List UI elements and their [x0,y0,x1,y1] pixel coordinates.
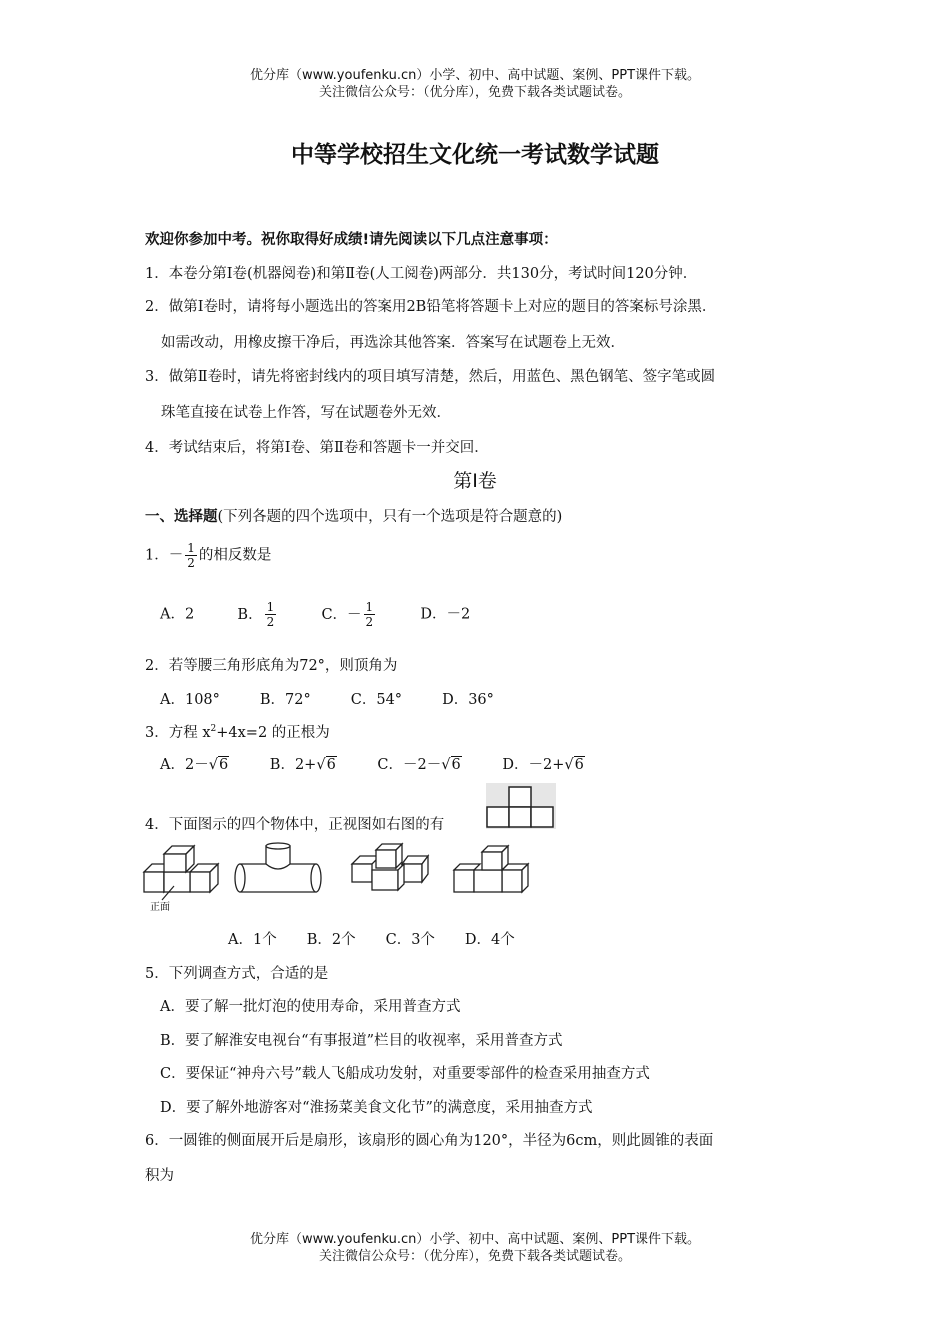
q3-b-label: B．2+ [269,757,317,773]
q1-option-d: D．－2 [420,606,471,623]
front-view-left-square [487,807,509,827]
q1-frac-den: 2 [187,556,195,570]
page-footer [0,1231,950,1265]
q5-option-a: A．要了解一批灯泡的使用寿命，采用普查方式 [160,999,461,1015]
q3-b-sqrt: √6 [316,757,336,773]
footer-line-1: 优分库（www.youfenku.cn）小学、初中、高中试题、案例、PPT课件下载。 [249,1232,701,1247]
q4-option-b: B．2个 [306,932,356,948]
welcome-text: 欢迎你参加中考。祝你取得好成绩!请先阅读以下几点注意事项： [145,232,558,248]
front-view-mid-square [509,807,531,827]
q1-b-num: 1 [266,600,275,614]
q3-a-label: A．2－ [160,757,209,773]
note-3-cont: 珠笔直接在试卷上作答，写在试题卷外无效． [161,405,451,421]
q5-option-d: D．要了解外地游客对“淮扬菜美食文化节”的满意度，采用抽查方式 [160,1100,593,1116]
q3-option-b [270,757,337,773]
header-line-2: 关注微信公众号：（优分库），免费下载各类试题试卷。 [318,85,631,100]
q3-options [160,753,585,774]
question-2: 2．若等腰三角形底角为72°，则顶角为 [145,658,398,674]
q1-option-c-label: C．－ [321,606,362,623]
note-2: 2．做第Ⅰ卷时，请将每小题选出的答案用2B铅笔将答题卡上对应的题目的答案标号涂黑． [145,299,717,315]
page-header [0,67,950,101]
front-view-top-square [509,787,531,807]
q3-a-sqrt: √6 [208,757,229,773]
section-1-desc: (下列各题的四个选项中，只有一个选项是符合题意的) [217,509,563,525]
q4-options [228,928,515,949]
q1-frac-num: 1 [187,541,195,555]
solid-2-figure [234,842,326,900]
q1-text: 的相反数是 [198,547,272,564]
q1-sign: － [168,547,184,564]
question-3 [145,721,330,742]
q1-number: 1． [145,547,169,564]
q3-superscript: 2 [210,724,217,735]
q3-option-d [502,757,585,773]
q5-option-b: B．要了解淮安电视台“有事报道”栏目的收视率，采用普查方式 [160,1033,563,1049]
q1-fraction [185,541,197,570]
solid-3-figure [350,842,430,892]
q3-text-post: +4x=2 的正根为 [216,725,330,741]
q4-option-c: C．3个 [385,932,435,948]
front-view-right-square [531,807,553,827]
q3-option-a [160,757,229,773]
volume-title: 第Ⅰ卷 [453,470,497,492]
q2-option-b: B．72° [259,692,311,708]
q3-b-radicand: 6 [326,757,336,773]
q3-option-c [377,757,461,773]
q3-d-sqrt: √6 [564,757,584,773]
header-line-1: 优分库（www.youfenku.cn）小学、初中、高中试题、案例、PPT课件下载。 [249,68,701,83]
q3-text-pre: 3．方程 x [145,725,211,741]
q2-options [160,688,494,709]
q5-option-c: C．要保证“神舟六号”载人飞船成功发射，对重要零部件的检查采用抽查方式 [160,1066,650,1082]
q1-option-b [237,600,278,629]
footer-line-2: 关注微信公众号：（优分库），免费下载各类试题试卷。 [318,1249,631,1264]
section-1-label: 一、选择题 [145,509,218,525]
q2-option-d: D．36° [442,692,494,708]
note-4: 4．考试结束后，将第Ⅰ卷、第Ⅱ卷和答题卡一并交回． [145,440,489,456]
q2-option-a: A．108° [160,692,220,708]
q4-option-d: D．4个 [464,932,515,948]
question-6-line-1: 6．一圆锥的侧面展开后是扇形，该扇形的圆心角为120°，半径为6cm，则此圆锥的表面 [145,1133,714,1149]
note-1: 1．本卷分第Ⅰ卷(机器阅卷)和第Ⅱ卷(人工阅卷)两部分．共130分，考试时间120分钟． [145,266,698,282]
q1-option-b-label: B． [237,606,263,623]
q1-option-b-fraction [265,600,277,629]
note-3: 3．做第Ⅱ卷时，请先将密封线内的项目填写清楚，然后，用蓝色、黑色钢笔、签字笔或圆 [145,369,716,385]
q1-option-c [321,600,377,629]
front-label: 正面 [150,902,170,913]
note-2-cont: 如需改动，用橡皮擦干净后，再选涂其他答案．答案写在试题卷上无效． [161,335,625,351]
q1-b-den: 2 [266,615,275,629]
section-1-heading [145,505,562,526]
question-1 [145,541,271,570]
q1-option-c-fraction [364,600,376,629]
q1-c-num: 1 [365,600,374,614]
solid-4-figure [452,842,532,897]
page-title: 中等学校招生文化统一考试数学试题 [291,142,659,168]
q1-c-den: 2 [365,615,374,629]
q3-c-radicand: 6 [451,757,461,773]
q3-d-label: D．－2+ [502,757,565,773]
q3-d-radicand: 6 [574,757,584,773]
question-4: 4．下面图示的四个物体中，正视图如右图的有 [145,817,445,833]
q3-c-sqrt: √6 [441,757,461,773]
q3-c-label: C．－2－ [377,757,442,773]
question-6-line-2: 积为 [145,1168,174,1184]
front-view-figure [486,783,556,829]
q1-option-a: A．2 [160,606,195,623]
q3-a-radicand: 6 [218,757,229,773]
question-5: 5．下列调查方式，合适的是 [145,966,329,982]
solid-1-figure [142,842,222,912]
q2-option-c: C．54° [350,692,403,708]
q4-option-a: A．1个 [228,932,277,948]
q1-options [160,600,470,629]
